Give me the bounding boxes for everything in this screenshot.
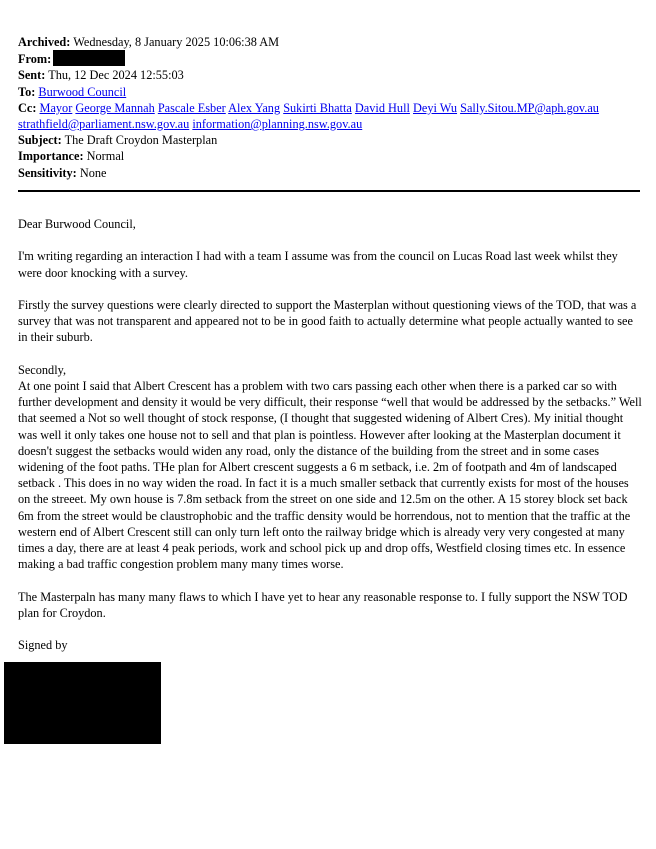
sent-value: Thu, 12 Dec 2024 12:55:03 bbox=[48, 68, 184, 83]
from-redaction bbox=[53, 50, 125, 66]
cc-link-sally-sitou[interactable]: Sally.Sitou.MP@aph.gov.au bbox=[460, 100, 599, 115]
header-divider bbox=[18, 190, 640, 192]
cc-link-deyi-wu[interactable]: Deyi Wu bbox=[413, 100, 458, 115]
cc-link-pascale-esber[interactable]: Pascale Esber bbox=[157, 100, 226, 115]
email-body bbox=[18, 216, 643, 670]
paragraph-3: At one point I said that Albert Crescent has a problem with two cars passing each other when there is a parked car so with further development and density it would be very difficult, their response “well that would be addressed by the setbacks.” Well that seemed a Not so well thought of stock response, (I thought that suggested widening of Albert Cres). My initial thought was well it only takes one house not to sell and that plan is pointless. However after looking at the Masterplan document it doesn't suggest the setbacks would widen any road, only the distance of the building from the street and in some cases widening of the foot paths. THe plan for Albert crescent suggests a 6 m setback, i.e. 2m of footpath and 4m of landscaped setback . This does in no way widen the road. In fact it is a much smaller setback that currently exists for most of the houses on the streeet. My own house is 7.8m setback from the street on one side and 12.5m on the other. A 15 storey block set back 6m from the street would be claustrophobic and the traffic density would be horrendous, not to mention that the traffic at the western end of Albert Crescent still can only turn left onto the railway bridge which is already very very congested at many times a day, there are at least 4 peak periods, work and school pick up and drop offs, Westfield closing times etc. In essence making a bad traffic congestion problem many many times worse. bbox=[18, 378, 642, 572]
cc-link-george-mannah[interactable]: George Mannah bbox=[75, 100, 155, 115]
importance-value: Normal bbox=[86, 149, 125, 164]
from-label: From: bbox=[18, 52, 52, 67]
sensitivity-value: None bbox=[79, 165, 107, 180]
greeting: Dear Burwood Council, bbox=[18, 217, 136, 231]
sensitivity-row bbox=[18, 165, 648, 181]
paragraph-1: I'm writing regarding an interaction I had with a team I assume was from the council on Lucas Road last week whilst they were door knocking with a survey. bbox=[18, 249, 618, 280]
sensitivity-label: Sensitivity: bbox=[18, 165, 77, 180]
paragraph-3-intro: Secondly, bbox=[18, 362, 67, 377]
to-row bbox=[18, 84, 648, 100]
subject-row bbox=[18, 132, 648, 148]
archived-label: Archived: bbox=[18, 35, 71, 49]
cc-link-david-hull[interactable]: David Hull bbox=[354, 100, 410, 115]
cc-link-strathfield[interactable]: strathfield@parliament.nsw.gov.au bbox=[18, 117, 190, 132]
to-label: To: bbox=[18, 84, 36, 99]
archived-value: Wednesday, 8 January 2025 10:06:38 AM bbox=[73, 35, 280, 49]
paragraph-2: Firstly the survey questions were clearly directed to support the Masterplan without questioning views of the TOD, that was a survey that was not transparent and appeared not to be in good faith to actually determine what people actually wanted to see in their suburb. bbox=[18, 297, 637, 345]
importance-label: Importance: bbox=[18, 149, 84, 164]
email-header bbox=[18, 34, 648, 181]
archived-row bbox=[18, 34, 648, 50]
paragraph-4: The Masterpaln has many many flaws to which I have yet to hear any reasonable response to. I fully support the NSW TOD plan for Croydon. bbox=[18, 589, 628, 620]
cc-row bbox=[18, 100, 648, 116]
sent-row bbox=[18, 67, 648, 83]
signed-by: Signed by bbox=[18, 638, 68, 653]
to-link[interactable]: Burwood Council bbox=[38, 84, 127, 99]
subject-value: The Draft Croydon Masterplan bbox=[64, 133, 218, 148]
subject-label: Subject: bbox=[18, 133, 62, 148]
cc-link-planning[interactable]: information@planning.nsw.gov.au bbox=[192, 117, 363, 132]
from-row bbox=[18, 50, 648, 67]
sent-label: Sent: bbox=[18, 68, 46, 83]
cc-link-sukirti-bhatta[interactable]: Sukirti Bhatta bbox=[283, 100, 352, 115]
signature-redaction bbox=[4, 662, 161, 744]
cc-link-alex-yang[interactable]: Alex Yang bbox=[228, 100, 281, 115]
cc-label: Cc: bbox=[18, 100, 37, 115]
cc-row-continued bbox=[18, 116, 648, 132]
importance-row bbox=[18, 148, 648, 164]
cc-link-mayor[interactable]: Mayor bbox=[39, 100, 73, 115]
